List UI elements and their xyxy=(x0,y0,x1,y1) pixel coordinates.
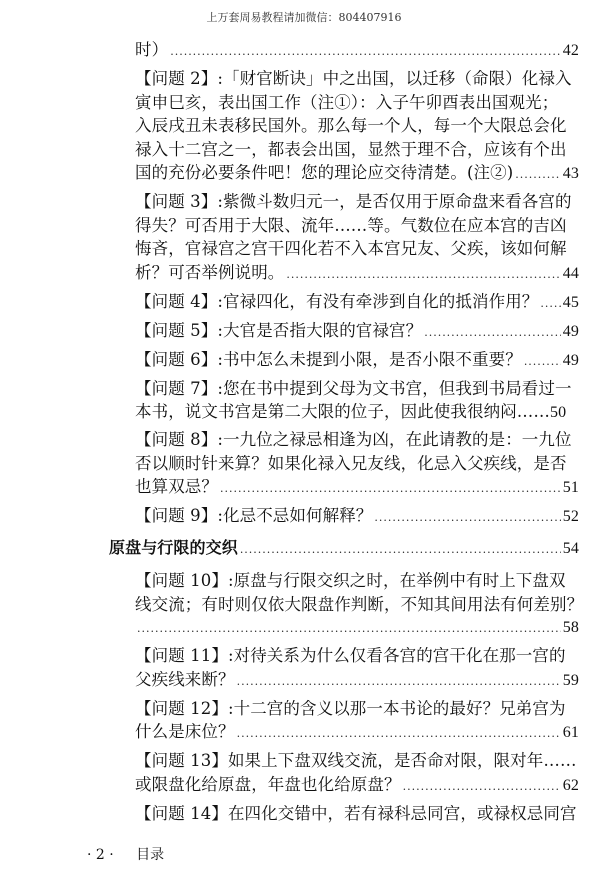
toc-page-number: 42 xyxy=(562,42,579,59)
toc-page-number: 45 xyxy=(562,293,579,311)
toc-entry-text: 入辰戌丑未表移民国外。那么每一个人，每一个大限总会化 xyxy=(135,116,567,135)
leader-dots xyxy=(137,617,561,641)
toc-entry-q14[interactable] xyxy=(109,802,579,826)
toc-entry[interactable] xyxy=(109,38,579,64)
toc-entry-text: 【问题 12】:十二宫的含义以那一本书论的最好？兄弟宫为 xyxy=(135,698,566,718)
toc-entry-q10[interactable] xyxy=(109,569,584,641)
toc-entry-q8[interactable] xyxy=(109,428,579,501)
toc-entry-q2[interactable] xyxy=(109,67,579,187)
toc-entry-text: 【问题 14】在四化交错中，若有禄科忌同宫，或禄权忌同宫 xyxy=(135,803,577,823)
toc-entry-text: 什么是床位？ xyxy=(135,722,235,741)
toc-entry-text: 或限盘化给原盘，年盘也化给原盘？ xyxy=(135,774,401,794)
leader-dots xyxy=(524,350,561,374)
toc-entry-text: 时） xyxy=(135,40,169,59)
toc-entry-text: 【问题 5】:大官是否指大限的官禄宫？ xyxy=(135,320,423,340)
toc-entry-text: 本书，说文书宫是第二大限的位子，因此使我很纳闷…… xyxy=(135,402,550,421)
leader-dots xyxy=(286,263,560,287)
toc-page-number: 54 xyxy=(562,539,579,557)
leader-dots xyxy=(170,40,561,64)
toc-page-number: 44 xyxy=(562,264,579,282)
toc-entry-text: 得失？可否用于大限、流年……等。气数位在应本宫的吉凶 xyxy=(135,215,567,235)
leader-dots xyxy=(540,292,560,316)
toc-entry-text: 【问题 6】:书中怎么未提到小限，是否小限不重要？ xyxy=(135,349,522,369)
toc-page-number: 49 xyxy=(562,322,579,340)
leader-dots xyxy=(240,538,561,562)
toc-page-number: 49 xyxy=(562,351,579,369)
toc-entry-text: 【问题 9】:化忌不忌如何解释？ xyxy=(135,506,373,525)
leader-dots xyxy=(237,670,561,694)
toc-page-number: 51 xyxy=(562,479,579,496)
toc-entry-text: 【问题 10】:原盘与行限交织之时，在举例中有时上下盘双 xyxy=(135,571,566,590)
toc-entry-text: 【问题 8】:一九位之禄忌相逢为凶，在此请教的是：一九位 xyxy=(135,430,572,449)
toc-entry-text: 禄入十二宫之一，都表会出国，显然于理不合，应该有个出 xyxy=(135,139,567,159)
toc-page-number: 50 xyxy=(550,404,567,421)
toc-page-number: 52 xyxy=(562,508,579,525)
toc-entry-text: 国的充份必要条件吧！您的理论应交待清楚。(注②) xyxy=(135,163,514,182)
page-footer xyxy=(87,844,164,864)
toc-entry-q4[interactable] xyxy=(109,290,579,316)
toc-section-heading[interactable] xyxy=(109,536,579,562)
toc-entry-text: 线交流；有时则仅依大限盘作判断，不知其间用法有何差别？ xyxy=(135,594,584,614)
section-title: 原盘与行限的交织 xyxy=(109,537,238,557)
toc-entry-text: 也算双忌？ xyxy=(135,477,218,496)
toc-entry-text: 悔吝，官禄宫之宫干四化若不入本宫兄友、父疾，该如何解 xyxy=(135,239,567,258)
toc-entry-q3[interactable] xyxy=(109,190,579,286)
leader-dots xyxy=(237,722,561,746)
toc-entry-text: 【问题 4】:官禄四化，有没有牵涉到自化的抵消作用？ xyxy=(135,291,539,311)
toc-entry-text: 【问题 11】:对待关系为什么仅看各宫的宫干化在那一宫的 xyxy=(135,646,566,665)
toc-entry-text: 寅申巳亥，表出国工作（注①）：入子午卯酉表出国观光； xyxy=(135,92,559,112)
toc-entry-text: 否以顺时针来算？如果化禄入兄友线，化忌入父疾线，是否 xyxy=(135,453,567,473)
toc-page-number: 61 xyxy=(562,724,579,741)
leader-dots xyxy=(515,163,561,187)
toc-entry-text: 父疾线来断？ xyxy=(135,669,235,689)
toc-entry-q6[interactable] xyxy=(109,348,579,374)
toc-entry-text: 【问题 3】:紫微斗数归元一，是否仅用于原命盘来看各宫的 xyxy=(135,192,572,211)
toc-entry-text: 析？可否举例说明。 xyxy=(135,262,285,282)
leader-dots xyxy=(374,506,560,530)
page-number-marker: · 2 · xyxy=(87,847,114,863)
toc-page-number: 43 xyxy=(562,165,579,182)
toc-entry-text: 【问题 13】如果上下盘双线交流，是否命对限，限对年…… xyxy=(135,751,577,770)
toc-page-number: 58 xyxy=(562,619,579,636)
toc-entry-q5[interactable] xyxy=(109,319,579,345)
toc-entry-q11[interactable] xyxy=(109,644,579,693)
leader-dots xyxy=(220,477,561,501)
toc-entry-q13[interactable] xyxy=(109,749,579,798)
toc-page-number: 59 xyxy=(562,671,579,689)
leader-dots xyxy=(403,775,561,799)
toc-entry-q7[interactable] xyxy=(109,377,579,425)
watermark-text: 上万套周易教程请加微信：804407916 xyxy=(206,11,402,24)
toc-entry-q12[interactable] xyxy=(109,697,579,746)
footer-label: 目录 xyxy=(136,847,165,863)
table-of-contents xyxy=(109,38,584,829)
toc-page-number: 62 xyxy=(562,776,579,794)
toc-entry-text: 【问题 2】:「财官断诀」中之出国，以迁移（命限）化禄入 xyxy=(135,69,572,88)
leader-dots xyxy=(424,321,561,345)
toc-entry-text: 【问题 7】:您在书中提到父母为文书宫，但我到书局看过一 xyxy=(135,378,572,398)
toc-entry-q9[interactable] xyxy=(109,504,579,530)
